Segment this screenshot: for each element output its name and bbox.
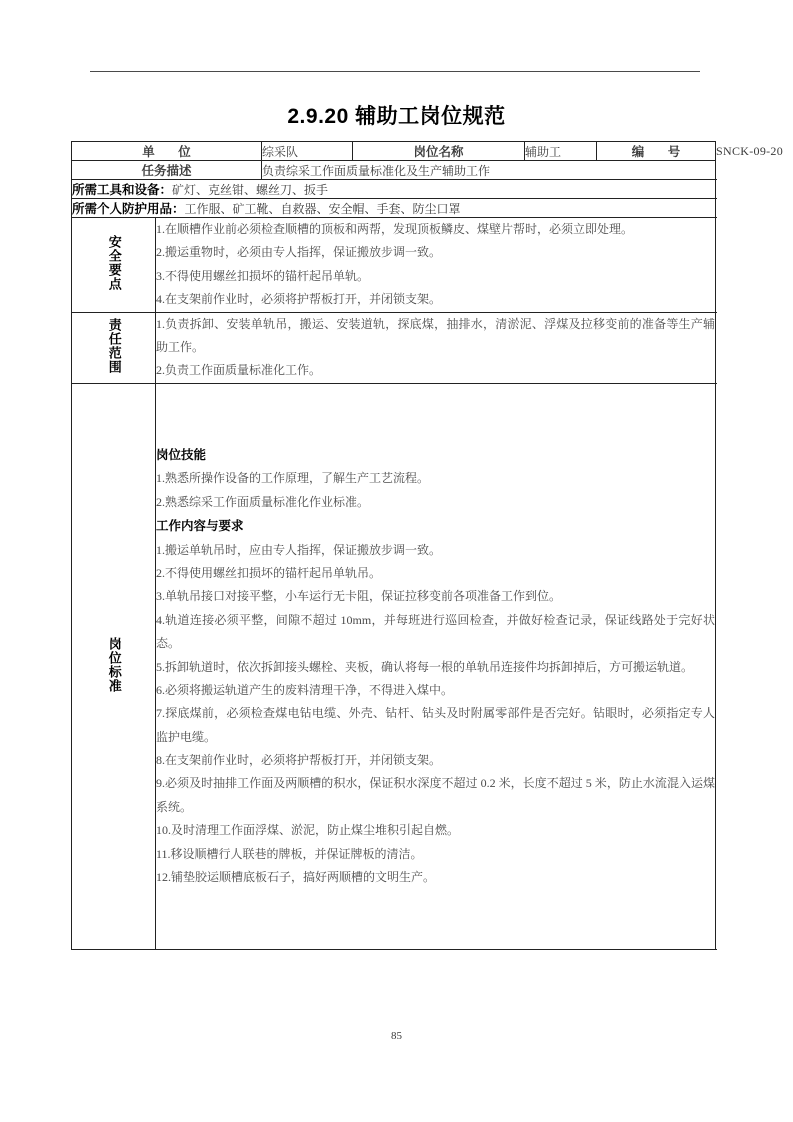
skill-item: 2.熟悉综采工作面质量标准化作业标准。 <box>156 494 370 509</box>
safety-content <box>156 218 716 313</box>
work-item: 12.铺垫胶运顺槽底板石子，搞好两顺槽的文明生产。 <box>156 870 436 885</box>
code-label: 编 号 <box>597 142 716 161</box>
position-name-value: 辅助工 <box>525 142 597 161</box>
responsibility-label: 责任范围 <box>106 318 122 375</box>
safety-item: 4.在支架前作业时，必须将护帮板打开，并闭锁支架。 <box>156 292 442 307</box>
work-heading: 工作内容与要求 <box>156 519 244 534</box>
table-row-tools <box>72 180 716 199</box>
responsibility-content <box>156 312 716 383</box>
skill-item: 1.熟悉所操作设备的工作原理，了解生产工艺流程。 <box>156 471 430 486</box>
work-item: 10.及时清理工作面浮煤、淤泥，防止煤尘堆积引起自燃。 <box>156 823 460 838</box>
position-name-label: 岗位名称 <box>353 142 525 161</box>
work-item: 9.必须及时抽排工作面及两顺槽的积水，保证积水深度不超过 0.2 米，长度不超过 5 米，防止水流混入运煤系统。 <box>156 776 716 814</box>
standard-label: 岗位标准 <box>106 636 122 693</box>
safety-item: 1.在顺槽作业前必须检查顺槽的顶板和两帮，发现顶板鳞皮、煤壁片帮时，必须立即处理。 <box>156 222 634 236</box>
ppe-cell <box>72 199 716 218</box>
tools-label: 所需工具和设备： <box>72 183 173 197</box>
work-item: 4.轨道连接必须平整，间隙不超过 10mm，并每班进行巡回检查，并做好检查记录，保证线路处于完好状态。 <box>156 612 716 651</box>
table-row-standard <box>72 383 716 949</box>
table-row-safety <box>72 218 716 313</box>
work-item: 7.探底煤前，必须检查煤电钻电缆、外壳、钻杆、钻头及时附属零部件是否完好。钻眼时，必须指定专人监护电缆。 <box>156 706 716 744</box>
responsibility-item: 1.负责拆卸、安装单轨吊，搬运、安装道轨，探底煤，抽排水，清淤泥、浮煤及拉移变前的准备等生产辅助工作。 <box>156 316 716 354</box>
page-number: 85 <box>391 1030 402 1042</box>
tools-cell <box>72 180 716 199</box>
page-title: 2.9.20 辅助工岗位规范 <box>287 105 506 128</box>
safety-item: 2.搬运重物时，必须由专人指挥，保证搬放步调一致。 <box>156 245 442 260</box>
header-rule <box>90 71 700 72</box>
standard-content <box>156 383 716 949</box>
task-value: 负责综采工作面质量标准化及生产辅助工作 <box>262 161 716 180</box>
safety-item: 3.不得使用螺丝扣损坏的锚杆起吊单轨。 <box>156 268 370 283</box>
task-label: 任务描述 <box>72 161 262 180</box>
table-row-info: 单 位 综采队 岗位名称 辅助工 编 号 SNCK-09-20 <box>72 142 716 161</box>
safety-label-cell <box>72 218 156 313</box>
unit-label: 单 位 <box>72 142 262 161</box>
safety-label: 安全要点 <box>106 235 122 292</box>
table-row-task <box>72 161 716 180</box>
skills-heading: 岗位技能 <box>156 448 207 463</box>
responsibility-item: 2.负责工作面质量标准化工作。 <box>156 363 322 378</box>
responsibility-label-cell <box>72 312 156 383</box>
work-item: 2.不得使用螺丝扣损坏的锚杆起吊单轨吊。 <box>156 565 382 580</box>
work-item: 8.在支架前作业时，必须将护帮板打开，并闭锁支架。 <box>156 753 442 768</box>
ppe-label: 所需个人防护用品： <box>72 202 185 216</box>
tools-value: 矿灯、克丝钳、螺丝刀、扳手 <box>172 183 329 197</box>
work-item: 5.拆卸轨道时，依次拆卸接头螺栓、夹板，确认将每一根的单轨吊连接件均拆卸掉后，方可搬运轨道。 <box>156 659 694 674</box>
standard-label-cell <box>72 383 156 949</box>
position-specification-table <box>71 141 784 950</box>
work-item: 3.单轨吊接口对接平整，小车运行无卡阻，保证拉移变前各项准备工作到位。 <box>156 589 562 604</box>
unit-value: 综采队 <box>262 142 353 161</box>
work-item: 11.移设顺槽行人联巷的牌板，并保证牌板的清洁。 <box>156 846 423 861</box>
ppe-value: 工作服、矿工靴、自救器、安全帽、手套、防尘口罩 <box>184 202 461 216</box>
work-item: 1.搬运单轨吊时，应由专人指挥，保证搬放步调一致。 <box>156 542 442 557</box>
table-row-ppe <box>72 199 716 218</box>
table-row-responsibility <box>72 312 716 383</box>
work-item: 6.必须将搬运轨道产生的废料清理干净，不得进入煤中。 <box>156 682 454 697</box>
